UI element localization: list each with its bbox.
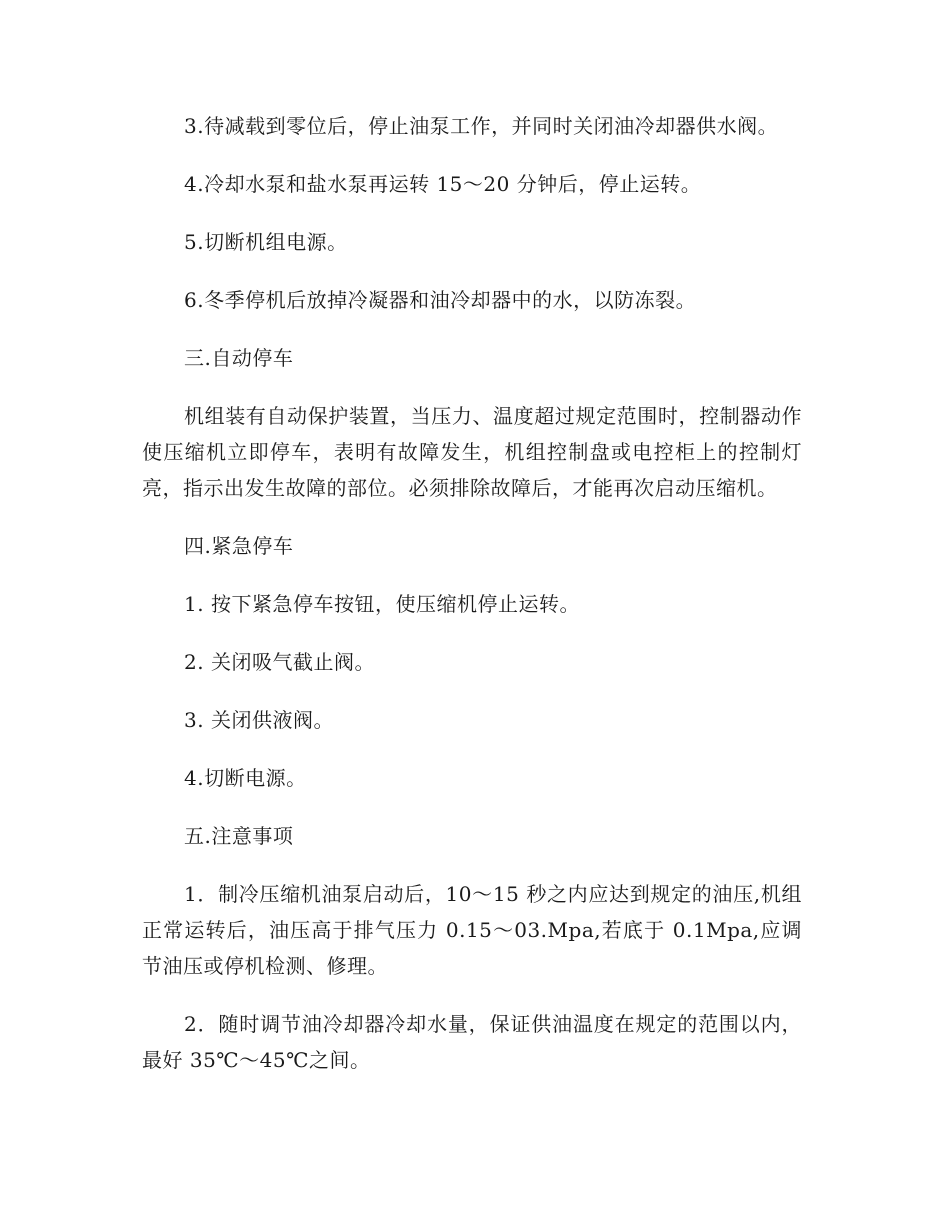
paragraph-note-2: 2．随时调节油冷却器冷却水量，保证供油温度在规定的范围以内，最好 35℃～45℃之间。 — [142, 1012, 802, 1072]
section-heading-auto-stop: 三.自动停车 — [184, 346, 294, 370]
paragraph-emergency-4: 4.切断电源。 — [184, 766, 307, 790]
paragraph-step-6: 6.冬季停机后放掉冷凝器和油冷却器中的水，以防冻裂。 — [184, 288, 697, 312]
section-heading-emergency-stop: 四.紧急停车 — [184, 534, 294, 558]
paragraph-emergency-3: 3. 关闭供液阀。 — [184, 708, 334, 732]
paragraph-step-5: 5.切断机组电源。 — [184, 230, 348, 254]
paragraph-step-3: 3.待减载到零位后，停止油泵工作，并同时关闭油冷却器供水阀。 — [184, 114, 779, 138]
paragraph-step-4: 4.冷却水泵和盐水泵再运转 15～20 分钟后，停止运转。 — [184, 172, 702, 196]
document-page — [142, 108, 802, 1100]
paragraph-note-1: 1．制冷压缩机油泵启动后，10～15 秒之内应达到规定的油压,机组正常运转后，油压高于排气压力 0.15～03.Mpa,若底于 0.1Mpa,应调节油压或停机检测、修理。 — [142, 882, 802, 978]
section-heading-notes: 五.注意事项 — [184, 824, 294, 848]
paragraph-emergency-1: 1. 按下紧急停车按钮，使压缩机停止运转。 — [184, 592, 580, 616]
paragraph-emergency-2: 2. 关闭吸气截止阀。 — [184, 650, 375, 674]
paragraph-auto-stop: 机组装有自动保护装置，当压力、温度超过规定范围时，控制器动作使压缩机立即停车，表明有故障发生，机组控制盘或电控柜上的控制灯亮，指示出发生故障的部位。必须排除故障后，才能再次启动压缩机。 — [142, 404, 802, 500]
